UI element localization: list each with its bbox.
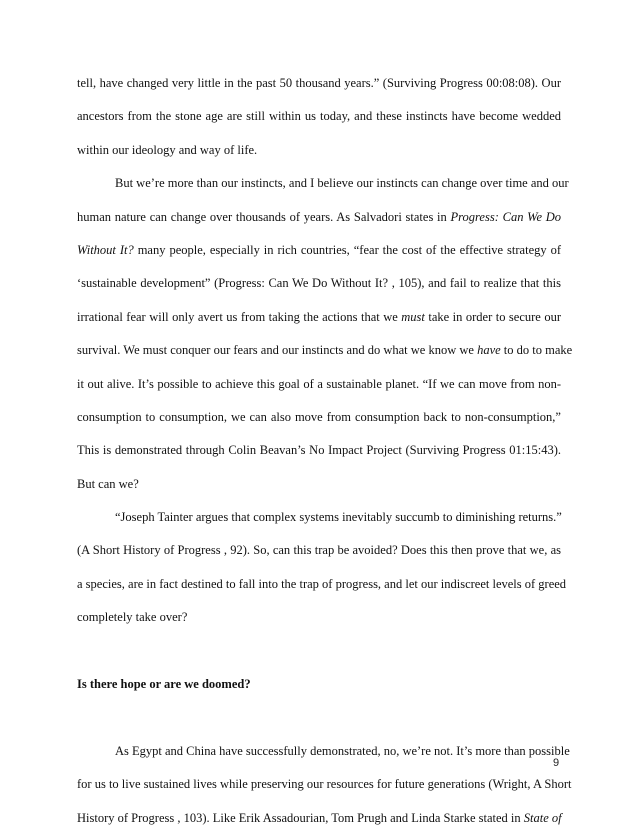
spacer — [77, 635, 561, 668]
text-line — [77, 301, 561, 334]
emphasis: must — [401, 309, 425, 324]
text-line: But can we? — [77, 476, 139, 491]
text-line: ‘sustainable development” (Progress: Can We Do Without It? , 105), and fail to realize that this — [77, 276, 561, 291]
text-run: human nature can change over thousands of years. As Salvadori states in — [77, 209, 451, 224]
book-title: Progress: Can We Do — [450, 209, 561, 224]
text-run: irrational fear will only avert us from taking the actions that we — [77, 309, 402, 324]
body-text — [77, 67, 573, 835]
text-line: it out alive. It’s possible to achieve this goal of a sustainable planet. “If we can move from non- — [77, 376, 561, 391]
text-line: ancestors from the stone age are still within us today, and these instincts have become wedded — [77, 109, 561, 124]
text-line — [77, 802, 561, 835]
text-run: take in order to secure our — [424, 309, 561, 324]
text-line: a species, are in fact destined to fall into the trap of progress, and let our indiscreet levels of greed — [77, 576, 567, 591]
text-line: tell, have changed very little in the past 50 thousand years.” (Surviving Progress 00:08:08). Our — [77, 76, 561, 90]
text-run: many people, especially in rich countries, “fear the cost of the effective strategy of — [133, 242, 562, 257]
text-line: within our ideology and way of life. — [77, 142, 258, 157]
text-line: (A Short History of Progress , 92). So, can this trap be avoided? Does this then prove that we, as — [77, 543, 561, 558]
paragraph-1 — [77, 67, 561, 167]
spacer — [77, 701, 561, 734]
text-run: to do to make — [500, 343, 573, 358]
text-line: completely take over? — [77, 610, 188, 625]
text-line: for us to live sustained lives while preserving our resources for future generations (Wright, A Short — [77, 777, 572, 792]
emphasis: have — [477, 343, 501, 358]
text-line: This is demonstrated through Colin Beavan’s No Impact Project (Surviving Progress 01:15:43). — [77, 443, 561, 458]
section-heading: Is there hope or are we doomed? — [77, 677, 251, 692]
paragraph-2 — [77, 167, 573, 501]
text-line: consumption to consumption, we can also move from consumption back to non-consumption,” — [77, 409, 561, 424]
text-line — [77, 201, 561, 234]
text-line: As Egypt and China have successfully demonstrated, no, we’re not. It’s more than possible — [115, 743, 570, 758]
paragraph-4 — [77, 735, 572, 835]
text-line: But we’re more than our instincts, and I believe our instincts can change over time and our — [115, 176, 569, 191]
text-line — [77, 234, 561, 267]
book-title: State of — [523, 810, 562, 825]
book-title: Without It? — [77, 242, 134, 257]
text-run: survival. We must conquer our fears and our instincts and do what we know we — [77, 343, 478, 358]
page-number: 9 — [553, 757, 560, 769]
text-line: “Joseph Tainter argues that complex systems inevitably succumb to diminishing returns.” — [115, 510, 562, 525]
text-run: History of Progress , 103). Like Erik Assadourian, Tom Prugh and Linda Starke stated in — [77, 810, 524, 825]
text-line — [77, 334, 573, 367]
paragraph-3 — [77, 501, 567, 635]
